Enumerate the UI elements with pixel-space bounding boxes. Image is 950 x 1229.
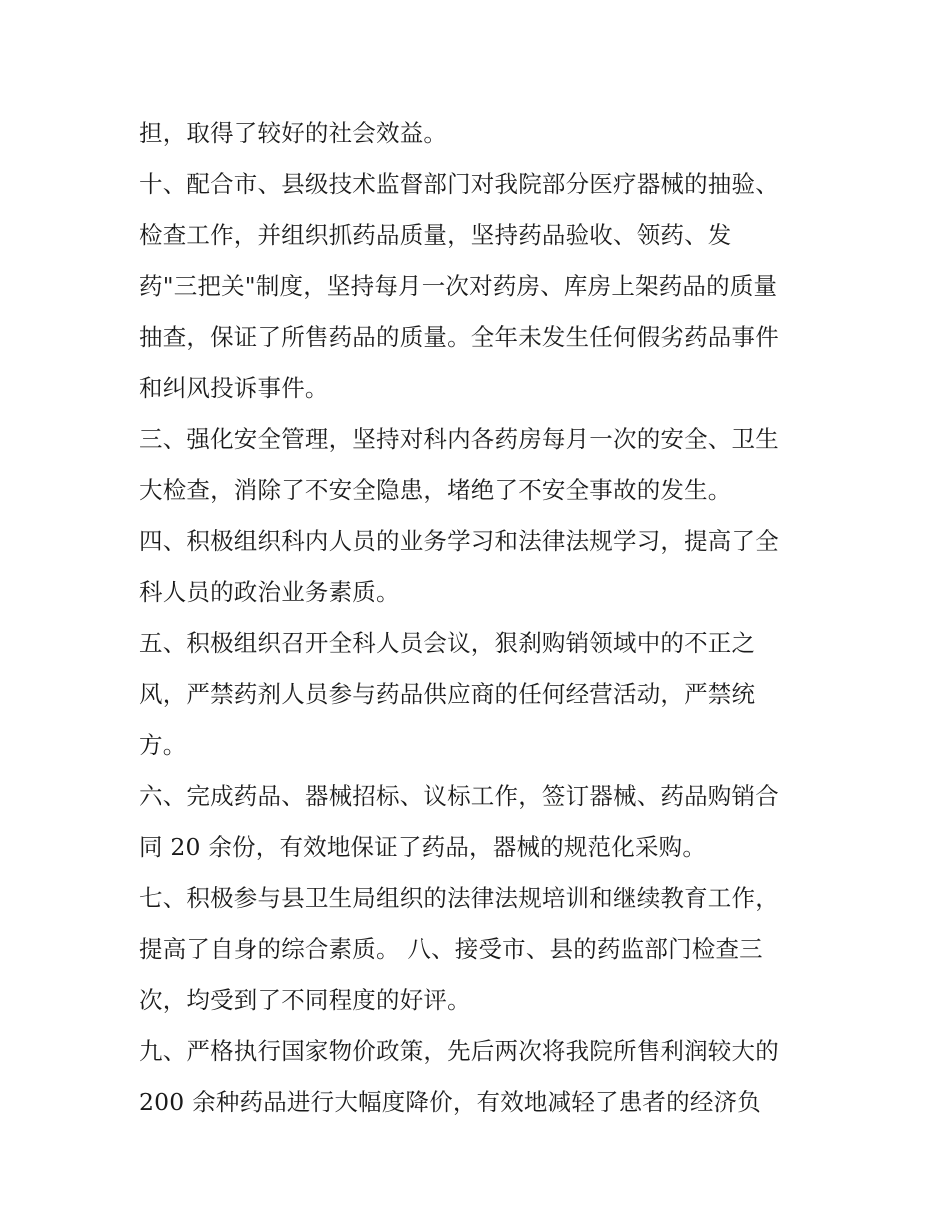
text-line: 五、积极组织召开全科人员会议，狠刹购销领域中的不正之 <box>139 629 756 657</box>
text-line: 大检查，消除了不安全隐患，堵绝了不安全事故的发生。 <box>139 476 732 504</box>
text-line: 检查工作，并组织抓药品质量，坚持药品验收、领药、发 <box>139 221 732 249</box>
document-body <box>139 108 819 1128</box>
text-line: 提高了自身的综合素质。 八、接受市、县的药监部门检查三 <box>139 935 763 963</box>
text-line: 方。 <box>139 731 187 759</box>
text-line: 200 余种药品进行大幅度降价，有效地减轻了患者的经济负 <box>139 1088 761 1116</box>
text-line: 四、积极组织科内人员的业务学习和法律法规学习，提高了全 <box>139 527 779 555</box>
text-line: 三、强化安全管理，坚持对科内各药房每月一次的安全、卫生 <box>139 425 779 453</box>
text-line: 风，严禁药剂人员参与药品供应商的任何经营活动，严禁统 <box>139 680 756 708</box>
text-line: 抽查，保证了所售药品的质量。全年未发生任何假劣药品事件 <box>139 323 779 351</box>
text-line: 担，取得了较好的社会效益。 <box>139 119 448 147</box>
text-line: 次，均受到了不同程度的好评。 <box>139 986 471 1014</box>
text-line: 药"三把关"制度，坚持每月一次对药房、库房上架药品的质量 <box>139 272 778 300</box>
text-line: 同 20 余份，有效地保证了药品，器械的规范化采购。 <box>139 833 707 861</box>
text-line: 十、配合市、县级技术监督部门对我院部分医疗器械的抽验、 <box>139 170 779 198</box>
text-line: 六、完成药品、器械招标、议标工作，签订器械、药品购销合 <box>139 782 779 810</box>
text-line: 科人员的政治业务素质。 <box>139 578 400 606</box>
text-line: 七、积极参与县卫生局组织的法律法规培训和继续教育工作， <box>139 884 779 912</box>
text-line: 和纠风投诉事件。 <box>139 374 329 402</box>
text-line: 九、严格执行国家物价政策，先后两次将我院所售利润较大的 <box>139 1037 779 1065</box>
